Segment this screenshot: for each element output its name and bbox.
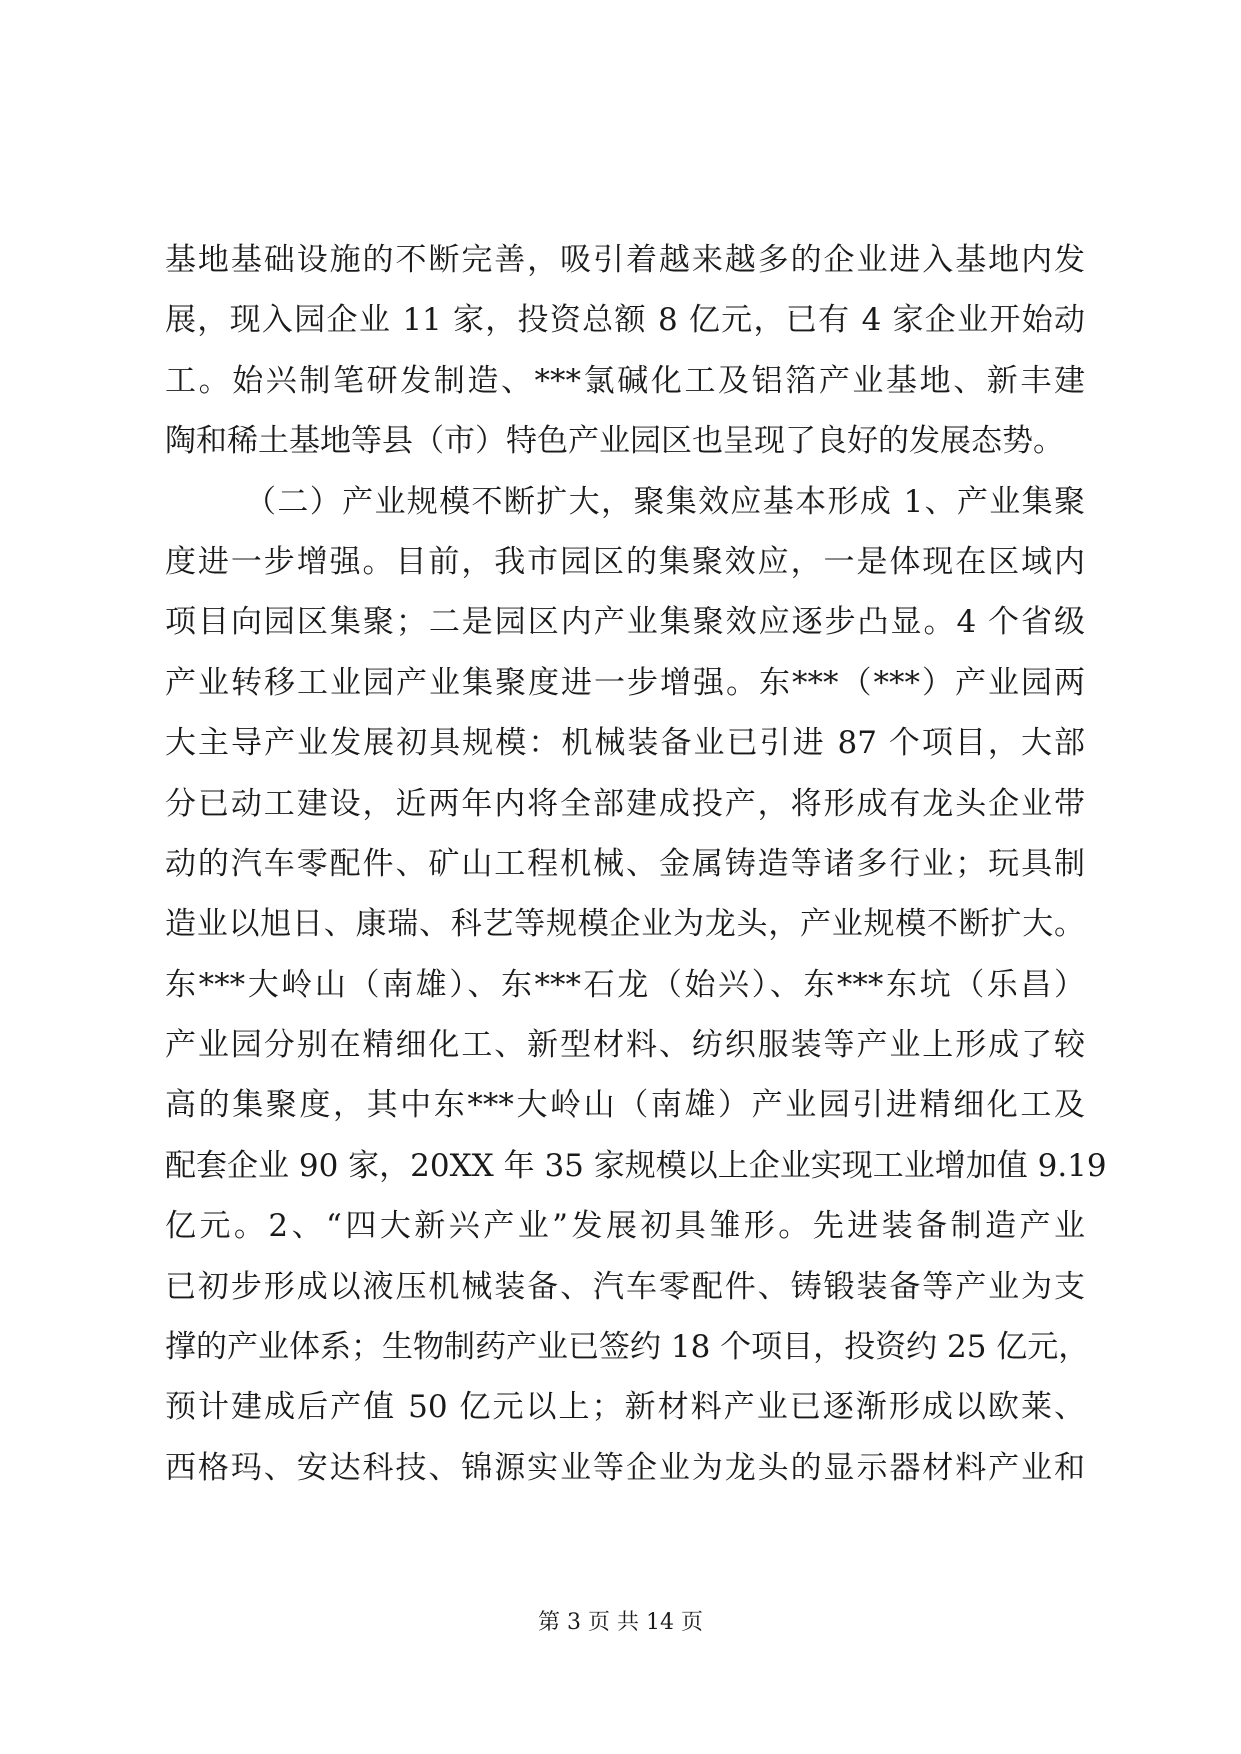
text-line: 度进一步增强。目前，我市园区的集聚效应，一是体现在区域内 [165, 543, 1085, 580]
page-number: 第 3 页 共 14 页 [538, 1610, 703, 1635]
text-line: 东***大岭山（南雄）、东***石龙（始兴）、东***东坑（乐昌） [165, 966, 1085, 1003]
text-line: 高的集聚度，其中东***大岭山（南雄）产业园引进精细化工及 [165, 1087, 1085, 1124]
text-line: 亿元。2、“四大新兴产业”发展初具雏形。先进装备制造产业 [165, 1208, 1085, 1245]
text-line: 产业转移工业园产业集聚度进一步增强。东***（***）产业园两 [165, 664, 1085, 701]
text-line: 产业园分别在精细化工、新型材料、纺织服装等产业上形成了较 [165, 1027, 1085, 1064]
text-line: （二）产业规模不断扩大，聚集效应基本形成 1、产业集聚 [245, 483, 1085, 520]
text-line: 分已动工建设，近两年内将全部建成投产，将形成有龙头企业带 [165, 785, 1085, 822]
text-line: 配套企业 90 家，20XX 年 35 家规模以上企业实现工业增加值 9.19 [165, 1147, 1107, 1184]
text-line: 展，现入园企业 11 家，投资总额 8 亿元，已有 4 家企业开始动 [165, 302, 1085, 339]
text-line: 陶和稀土基地等县（市）特色产业园区也呈现了良好的发展态势。 [165, 423, 1064, 460]
text-line: 项目向园区集聚；二是园区内产业集聚效应逐步凸显。4 个省级 [165, 604, 1085, 641]
text-line: 造业以旭日、康瑞、科艺等规模企业为龙头，产业规模不断扩大。 [165, 906, 1085, 943]
text-line: 撑的产业体系；生物制药产业已签约 18 个项目，投资约 25 亿元， [165, 1329, 1090, 1366]
text-line: 工。始兴制笔研发制造、***氯碱化工及铝箔产业基地、新丰建 [165, 362, 1085, 399]
text-line: 预计建成后产值 50 亿元以上；新材料产业已逐渐形成以欧莱、 [165, 1389, 1085, 1426]
body-text [165, 230, 1107, 1498]
text-line: 基地基础设施的不断完善，吸引着越来越多的企业进入基地内发 [165, 242, 1085, 278]
text-line: 大主导产业发展初具规模：机械装备业已引进 87 个项目，大部 [165, 725, 1085, 762]
text-line: 已初步形成以液压机械装备、汽车零配件、铸锻装备等产业为支 [165, 1268, 1085, 1305]
text-line: 西格玛、安达科技、锦源实业等企业为龙头的显示器材料产业和 [165, 1449, 1085, 1486]
text-line: 动的汽车零配件、矿山工程机械、金属铸造等诸多行业；玩具制 [165, 845, 1085, 882]
